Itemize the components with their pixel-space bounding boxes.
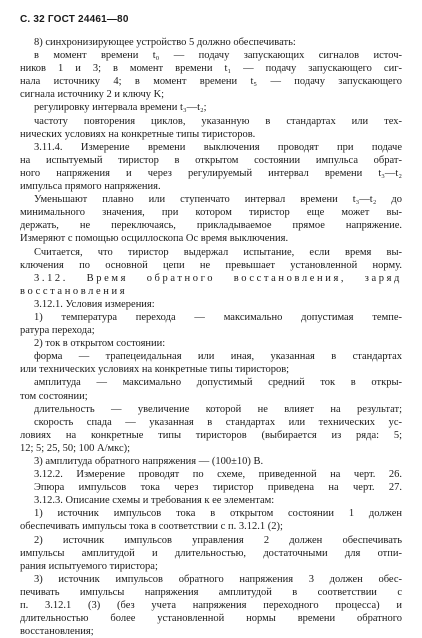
text-line: в момент времени t₀ — подачу запускающих сигналов источ- bbox=[34, 50, 402, 62]
text-line: ного напряжения и через регулируемый интервал времени t₃—t₂ bbox=[20, 167, 402, 179]
text-line: 1) температура перехода — максимально допустимая темпе- bbox=[34, 311, 402, 323]
page-header: С. 32 ГОСТ 24461—80 bbox=[20, 14, 129, 25]
text-line: 3.12.3. Описание схемы и требования к ее элементам: bbox=[34, 495, 275, 507]
text-line: импульса прямого напряжения. bbox=[20, 181, 161, 193]
text-line: 3) источник импульсов обратного напряжения 3 должен обес- bbox=[34, 573, 402, 585]
text-line: ключения по основной цепи не превышает установленной норму. bbox=[20, 259, 402, 271]
text-line: ловиях на конкретные типы тиристоров (выбирается из ряда: 5; bbox=[20, 429, 402, 441]
text-line: 12; 5; 25, 50; 100 А/мкс); bbox=[20, 442, 131, 454]
text-line: Эпюра импульсов тока через тиристор приведена на черт. 27. bbox=[34, 482, 402, 494]
text-line: ратура перехода; bbox=[20, 325, 95, 337]
text-line: импульсы амплитудой и длительностью, достаточными для отпи- bbox=[20, 547, 402, 559]
text-line: скорость спада — указанная в стандартах или технических ус- bbox=[34, 416, 402, 428]
text-line: 3.12.1. Условия измерения: bbox=[34, 298, 155, 310]
body-text bbox=[20, 36, 402, 638]
text-line: или технических условиях на конкретные типы тиристоров; bbox=[20, 364, 290, 376]
text-line: восстановления bbox=[20, 285, 128, 297]
text-line: регулировку интервала времени t₃—t₂; bbox=[34, 102, 207, 114]
text-line: частоту повторения циклов, указанную в стандартах или тех- bbox=[34, 115, 402, 127]
text-line: минимального значения, при котором тиристор еще может вы- bbox=[20, 207, 402, 219]
text-line: длительность — увеличение которой не влияет на результат; bbox=[34, 403, 402, 415]
text-line: 3.12.2. Измерение проводят по схеме, приведенной на черт. 26. bbox=[34, 469, 402, 481]
text-line: на испытуемый тиристор в открытом состоянии импульса обрат- bbox=[20, 154, 402, 166]
text-line: том состоянии; bbox=[20, 390, 88, 402]
text-line: 3) амплитуда обратного напряжения — (100±10) В. bbox=[34, 456, 264, 467]
text-line: сигнала источнику 2 и ключу K; bbox=[20, 89, 165, 101]
text-line: 3.12. Время обратного восстановления, заряд bbox=[34, 272, 402, 284]
text-line: амплитуда — максимально допустимый средний ток в откры- bbox=[34, 377, 402, 389]
text-line: 1) источник импульсов тока в открытом состоянии 1 должен bbox=[34, 508, 402, 520]
text-line: Измеряют с помощью осциллоскопа Ос время выключения. bbox=[20, 233, 289, 245]
text-line: 3.11.4. Измерение времени выключения проводят при подаче bbox=[34, 141, 402, 153]
text-line: нала источнику 4; в момент времени t₅ — подачу запускающего bbox=[20, 76, 402, 88]
text-line: 8) синхронизирующее устройство 5 должно обеспечивать: bbox=[34, 37, 296, 48]
text-line: рания испытуемого тиристора; bbox=[20, 560, 158, 572]
text-line: длительностью более установленной нормы времени обратного bbox=[20, 613, 402, 625]
text-line: печивать импульсы напряжения амплитудой в соответствии с bbox=[20, 586, 402, 598]
text-line: Считается, что тиристор выдержал испытание, если время вы- bbox=[34, 246, 402, 258]
text-line: 2) источник импульсов управления 2 должен обеспечивать bbox=[34, 534, 402, 546]
text-line: форма — трапецеидальная или иная, указанная в стандартах bbox=[34, 351, 402, 363]
text-line: п. 3.12.1 (3) (без учета напряжения переходного процесса) и bbox=[20, 600, 402, 612]
text-line: держать, не переключаясь, прикладываемое прямое напряжение. bbox=[20, 220, 402, 232]
text-line: обеспечивать импульсы тока в соответствии с п. 3.12.1 (2); bbox=[20, 521, 283, 533]
text-line: Уменьшают плавно или ступенчато интервал времени t₃—t₂ до bbox=[34, 194, 402, 206]
text-line: восстановления; bbox=[20, 626, 94, 638]
text-line: ников 1 и 3; в момент времени t₁ — подачу запускающего сиг- bbox=[20, 63, 402, 75]
text-line: 2) ток в открытом состоянии: bbox=[34, 338, 166, 350]
text-line: нических условиях на конкретные типы тиристоров. bbox=[20, 128, 256, 140]
